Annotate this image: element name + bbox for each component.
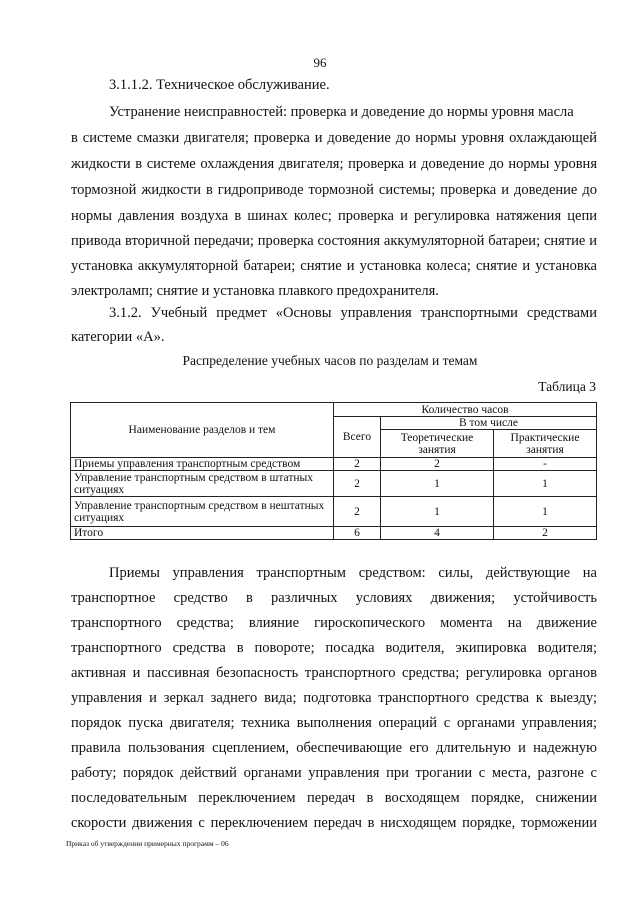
row-total: 2 [334,458,381,471]
table-row [71,458,597,471]
paragraph-line: Приемы управления транспортным средством: силы, действующие на [109,565,597,581]
table-row [71,497,597,527]
header-theory: Теоретические занятия [381,430,494,458]
paragraph-line: транспортное средство в различных условиях движения; устойчивость [71,590,597,606]
row-practice: 1 [494,471,597,497]
row-practice: - [494,458,597,471]
paragraph-line: тормозной жидкости в гидроприводе тормозной системы; проверка и доведение до [71,182,597,198]
paragraph-line: порядок пуска двигателя; техника выполнения операций с органами управления; [71,715,597,731]
paragraph-line: привода вторичной передачи; проверка состояния аккумуляторной батареи; снятие и [71,233,597,249]
page-number: 96 [313,55,327,70]
paragraph-line: электроламп; снятие и установка плавкого предохранителя. [71,283,439,299]
row-practice: 1 [494,497,597,527]
row-theory: 1 [381,471,494,497]
paragraph-line: работу; порядок действий органами управления при трогании с места, разгоне с [71,765,597,781]
paragraph-line: установка аккумуляторной батареи; снятие и установка колеса; снятие и установка [71,258,597,274]
row-name: Управление транспортным средством в штатных ситуациях [71,471,334,497]
total-theory: 4 [381,527,494,540]
total-total: 6 [334,527,381,540]
paragraph-line: правила пользования сцеплением, обеспечивающие его длительную и надежную [71,740,597,756]
header-hours: Количество часов [334,403,597,417]
total-name: Итого [71,527,334,540]
header-practice: Практические занятия [494,430,597,458]
row-theory: 1 [381,497,494,527]
row-total: 2 [334,497,381,527]
paragraph-line: в системе смазки двигателя; проверка и доведение до нормы уровня охлаждающей [71,130,597,146]
paragraph-line: нормы давления воздуха в шинах колес; проверка и регулировка натяжения цепи [71,208,597,224]
header-name: Наименование разделов и тем [71,403,334,458]
subject-heading-line: 3.1.2. Учебный предмет «Основы управления транспортными средствами [109,305,597,321]
table-total-row [71,527,597,540]
paragraph-line: последовательным переключением передач в восходящем порядке, снижении [71,790,597,806]
row-name: Приемы управления транспортным средством [71,458,334,471]
hours-table [70,402,597,540]
table-label: Таблица 3 [538,379,596,394]
table-row [71,471,597,497]
subject-heading-line: категории «А». [71,329,165,345]
paragraph-line: транспортного средства; влияние гироскопического момента на движение [71,615,597,631]
row-theory: 2 [381,458,494,471]
row-total: 2 [334,471,381,497]
paragraph-line: управления и зеркал заднего вида; подготовка транспортного средства к выезду; [71,690,597,706]
total-practice: 2 [494,527,597,540]
header-total: Всего [334,417,381,458]
header-including: В том числе [381,417,597,430]
table-caption: Распределение учебных часов по разделам и темам [182,353,478,368]
paragraph-line: Устранение неисправностей: проверка и доведение до нормы уровня масла [109,104,574,120]
row-name: Управление транспортным средством в нештатных ситуациях [71,497,334,527]
section-heading: 3.1.1.2. Техническое обслуживание. [109,77,330,93]
paragraph-line: скорости движения с переключением передач в нисходящем порядке, торможении [71,815,597,831]
paragraph-line: жидкости в системе охлаждения двигателя; проверка и доведение до нормы уровня [71,156,597,172]
page-footer: Приказ об утверждении примерных программ – 06 [66,839,229,848]
paragraph-line: активная и пассивная безопасность транспортного средства; регулировка органов [71,665,597,681]
paragraph-line: транспортного средства в повороте; посадка водителя, экипировка водителя; [71,640,597,656]
